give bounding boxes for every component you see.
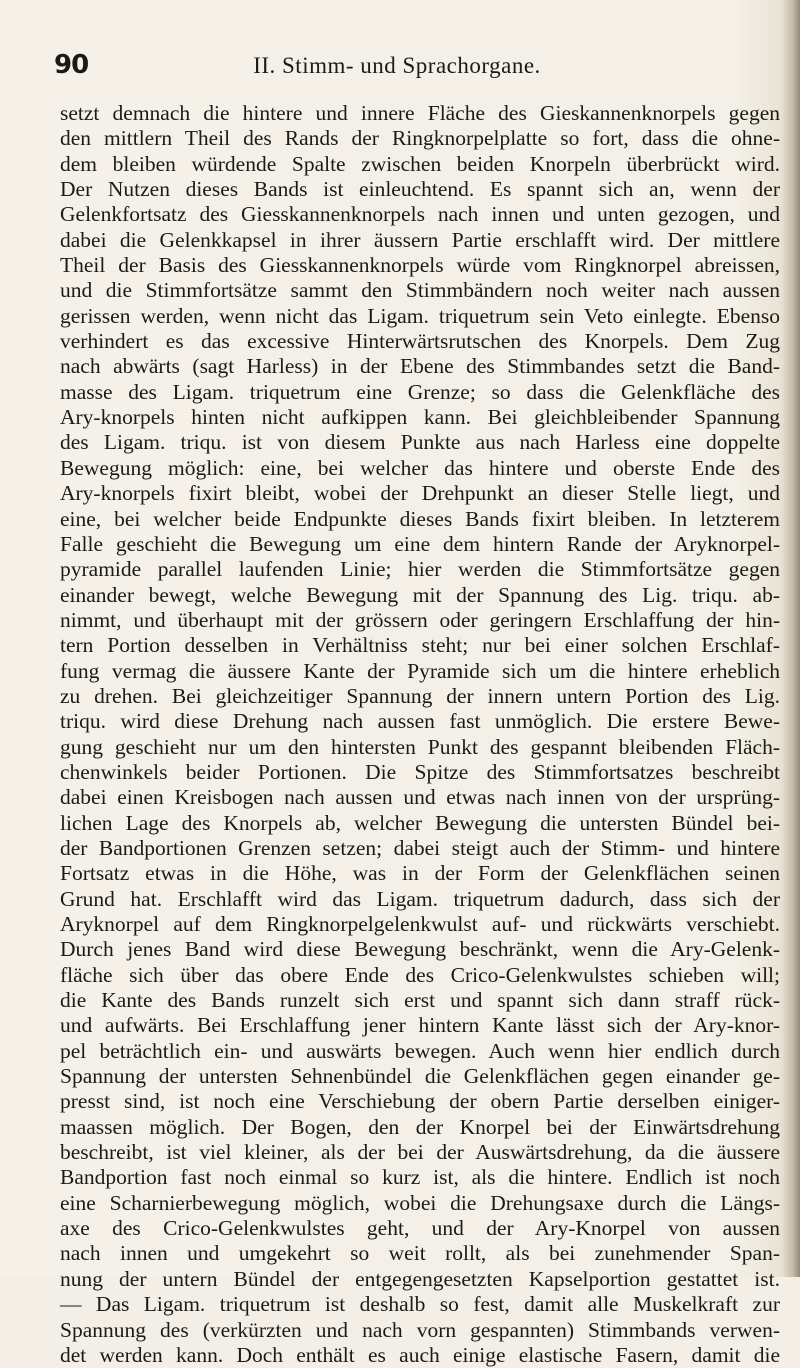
text-line: Durch jenes Band wird diese Bewegung beschränkt, wenn die Ary-Gelenk-	[60, 937, 780, 962]
text-line: beschreibt, ist viel kleiner, als der bei der Auswärtsdrehung, da die äussere	[60, 1140, 780, 1165]
text-line: Spannung des (verkürzten und nach vorn gespannten) Stimmbands verwen-	[60, 1317, 780, 1342]
body-text	[60, 101, 780, 1368]
text-line: fung vermag die äussere Kante der Pyramide sich um die hintere erheblich	[60, 658, 780, 683]
text-line: verhindert es das excessive Hinterwärtsrutschen des Knorpels. Dem Zug	[60, 329, 780, 354]
text-line: Fortsatz etwas in die Höhe, was in der Form der Gelenkflächen seinen	[60, 861, 780, 886]
text-line: der Bandportionen Grenzen setzen; dabei steigt auch der Stimm- und hintere	[60, 835, 780, 860]
text-line: dem bleiben würdende Spalte zwischen beiden Knorpeln überbrückt wird.	[60, 151, 780, 176]
text-line: chenwinkels beider Portionen. Die Spitze des Stimmfortsatzes beschreibt	[60, 759, 780, 784]
running-head: II. Stimm- und Sprachorgane.	[253, 53, 541, 78]
text-line: nung der untern Bündel der entgegengesetzten Kapselportion gestattet ist.	[60, 1266, 780, 1291]
text-line: setzt demnach die hintere und innere Fläche des Gieskannenknorpels gegen	[60, 101, 780, 125]
text-line: Falle geschieht die Bewegung um eine dem hintern Rande der Aryknorpel-	[60, 531, 780, 556]
text-line: und aufwärts. Bei Erschlaffung jener hintern Kante lässt sich der Ary-knor-	[60, 1013, 780, 1038]
text-line: axe des Crico-Gelenkwulstes geht, und der Ary-Knorpel von aussen	[60, 1216, 780, 1241]
text-line: gung geschieht nur um den hintersten Punkt des gespannt bleibenden Fläch-	[60, 734, 780, 759]
page-number: 90	[54, 50, 89, 80]
text-line: Grund hat. Erschlafft wird das Ligam. triquetrum dadurch, dass sich der	[60, 886, 780, 911]
text-line: fläche sich über das obere Ende des Crico-Gelenkwulstes schieben will;	[60, 962, 780, 987]
text-line: triqu. wird diese Drehung nach aussen fast unmöglich. Die erstere Bewe-	[60, 709, 780, 734]
text-line: Ary-knorpels fixirt bleibt, wobei der Drehpunkt an dieser Stelle liegt, und	[60, 481, 780, 506]
text-line: Ary-knorpels hinten nicht aufkippen kann. Bei gleichbleibender Spannung	[60, 405, 780, 430]
text-line: einander bewegt, welche Bewegung mit der Spannung des Lig. triqu. ab-	[60, 582, 780, 607]
text-line: masse des Ligam. triquetrum eine Grenze; so dass die Gelenkfläche des	[60, 379, 780, 404]
text-line: und die Stimmfortsätze sammt den Stimmbändern noch weiter nach aussen	[60, 278, 780, 303]
text-line: nach innen und umgekehrt so weit rollt, als bei zunehmender Span-	[60, 1241, 780, 1266]
text-line: Spannung der untersten Sehnenbündel die Gelenkflächen gegen einander ge-	[60, 1064, 780, 1089]
text-line: dabei die Gelenkkapsel in ihrer äussern Partie erschlafft wird. Der mittlere	[60, 227, 780, 252]
text-line: dabei einen Kreisbogen nach aussen und etwas nach innen von der ursprüng-	[60, 785, 780, 810]
text-line: eine Scharnierbewegung möglich, wobei die Drehungsaxe durch die Längs-	[60, 1190, 780, 1215]
text-line: des Ligam. triqu. ist von diesem Punkte aus nach Harless eine doppelte	[60, 430, 780, 455]
text-line: maassen möglich. Der Bogen, den der Knorpel bei der Einwärtsdrehung	[60, 1114, 780, 1139]
text-line: Bewegung möglich: eine, bei welcher das hintere und oberste Ende des	[60, 455, 780, 480]
text-line: Gelenkfortsatz des Giesskannenknorpels nach innen und unten gezogen, und	[60, 202, 780, 227]
text-line: gerissen werden, wenn nicht das Ligam. triquetrum sein Veto einlegte. Ebenso	[60, 303, 780, 328]
text-line: nach abwärts (sagt Harless) in der Ebene des Stimmbandes setzt die Band-	[60, 354, 780, 379]
page-header	[54, 50, 740, 84]
text-line: den mittlern Theil des Rands der Ringknorpelplatte so fort, dass die ohne-	[60, 126, 780, 151]
text-line: Aryknorpel auf dem Ringknorpelgelenkwulst auf- und rückwärts verschiebt.	[60, 912, 780, 936]
text-line: nimmt, und überhaupt mit der grössern oder geringern Erschlaffung der hin-	[60, 607, 780, 632]
text-line: — Das Ligam. triquetrum ist deshalb so fest, damit alle Muskelkraft zur	[60, 1292, 780, 1317]
text-line: tern Portion desselben in Verhältniss steht; nur bei einer solchen Erschlaf-	[60, 633, 780, 658]
text-line: det werden kann. Doch enthält es auch einige elastische Fasern, damit die	[60, 1342, 780, 1367]
text-line: Theil der Basis des Giesskannenknorpels würde vom Ringknorpel abreissen,	[60, 253, 780, 278]
text-line: die Kante des Bands runzelt sich erst und spannt sich dann straff rück-	[60, 988, 780, 1013]
text-line: eine, bei welcher beide Endpunkte dieses Bands fixirt bleiben. In letzterem	[60, 506, 780, 531]
text-line: lichen Lage des Knorpels ab, welcher Bewegung die untersten Bündel bei-	[60, 810, 780, 835]
text-line: Bandportion fast noch einmal so kurz ist, als die hintere. Endlich ist noch	[60, 1165, 780, 1190]
page-binding-edge	[782, 0, 800, 1277]
text-line: zu drehen. Bei gleichzeitiger Spannung der innern untern Portion des Lig.	[60, 683, 780, 708]
text-line: pyramide parallel laufenden Linie; hier werden die Stimmfortsätze gegen	[60, 557, 780, 582]
text-line: Der Nutzen dieses Bands ist einleuchtend. Es spannt sich an, wenn der	[60, 177, 780, 202]
text-line: presst sind, ist noch eine Verschiebung der obern Partie derselben einiger-	[60, 1089, 780, 1114]
text-line: pel beträchtlich ein- und auswärts bewegen. Auch wenn hier endlich durch	[60, 1038, 780, 1063]
